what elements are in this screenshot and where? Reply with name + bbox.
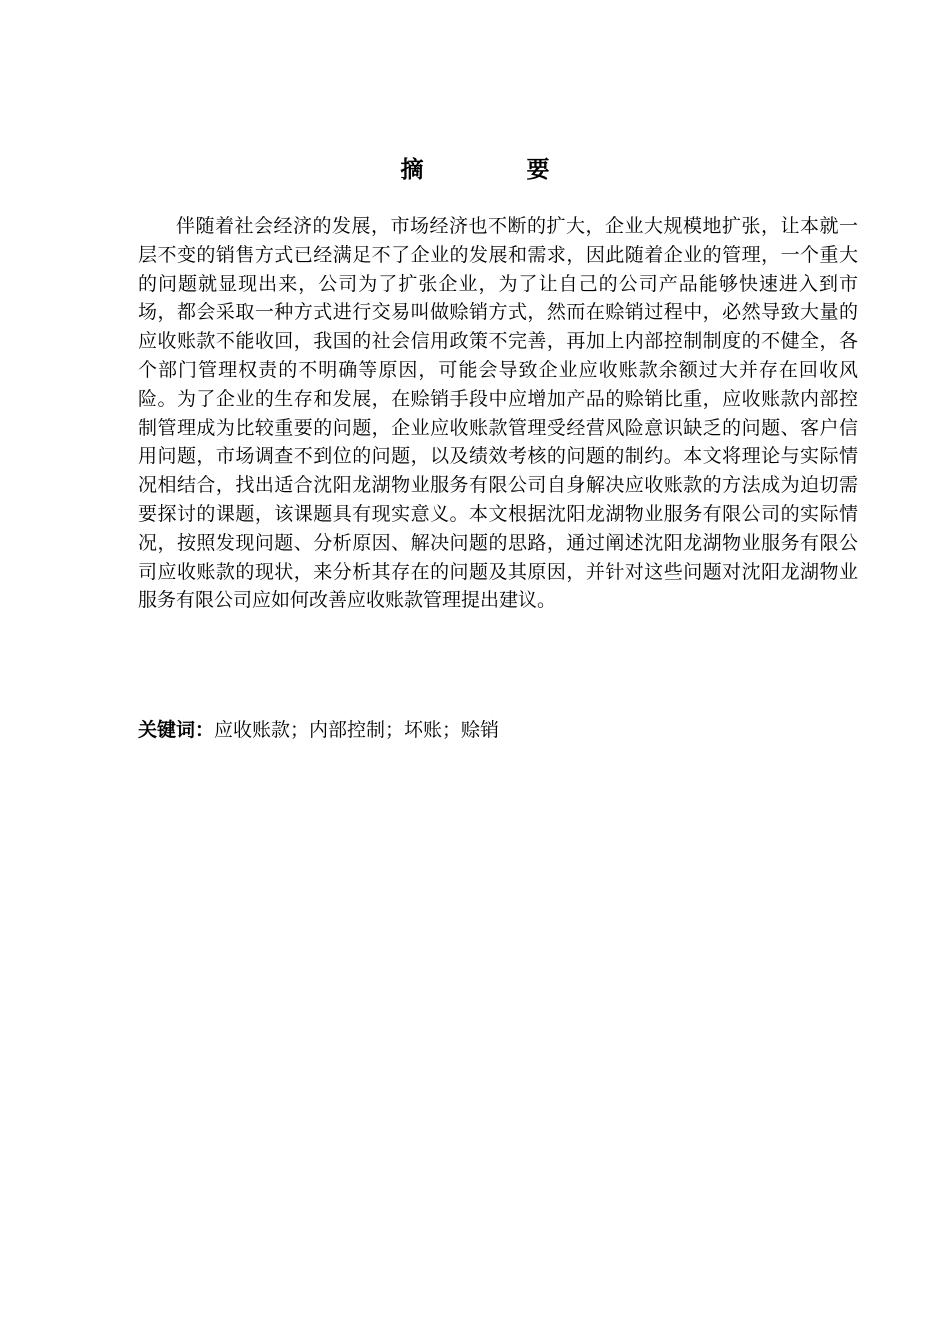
abstract-title: 摘 要 bbox=[400, 157, 590, 183]
keywords-text: 应收账款；内部控制；坏账；赊销 bbox=[214, 719, 500, 741]
abstract-paragraph: 伴随着社会经济的发展，市场经济也不断的扩大，企业大规模地扩张，让本就一层不变的销售方式已经满足不了企业的发展和需求，因此随着企业的管理，一个重大的问题就显现出来，公司为了扩张企业，为了让自己的公司产品能够快速进入到市场，都会采取一种方式进行交易叫做赊销方式，然而在赊销过程中，必然导致大量的应收账款不能收回，我国的社会信用政策不完善，再加上内部控制制度的不健全，各个部门管理权责的不明确等原因，可能会导致企业应收账款余额过大并存在回收风险。为了企业的生存和发展，在赊销手段中应增加产品的赊销比重，应收账款内部控制管理成为比较重要的问题，企业应收账款管理受经营风险意识缺乏的问题、客户信用问题，市场调查不到位的问题，以及绩效考核的问题的制约。本文将理论与实际情况相结合，找出适合沈阳龙湖物业服务有限公司自身解决应收账款的方法成为迫切需要探讨的课题，该课题具有现实意义。本文根据沈阳龙湖物业服务有限公司的实际情况，按照发现问题、分析原因、解决问题的思路，通过阐述沈阳龙湖物业服务有限公司应收账款的现状，来分析其存在的问题及其原因，并针对这些问题对沈阳龙湖物业服务有限公司应如何改善应收账款管理提出建议。 bbox=[138, 215, 858, 612]
keywords-label: 关键词： bbox=[138, 719, 215, 741]
keywords-line bbox=[138, 716, 858, 744]
